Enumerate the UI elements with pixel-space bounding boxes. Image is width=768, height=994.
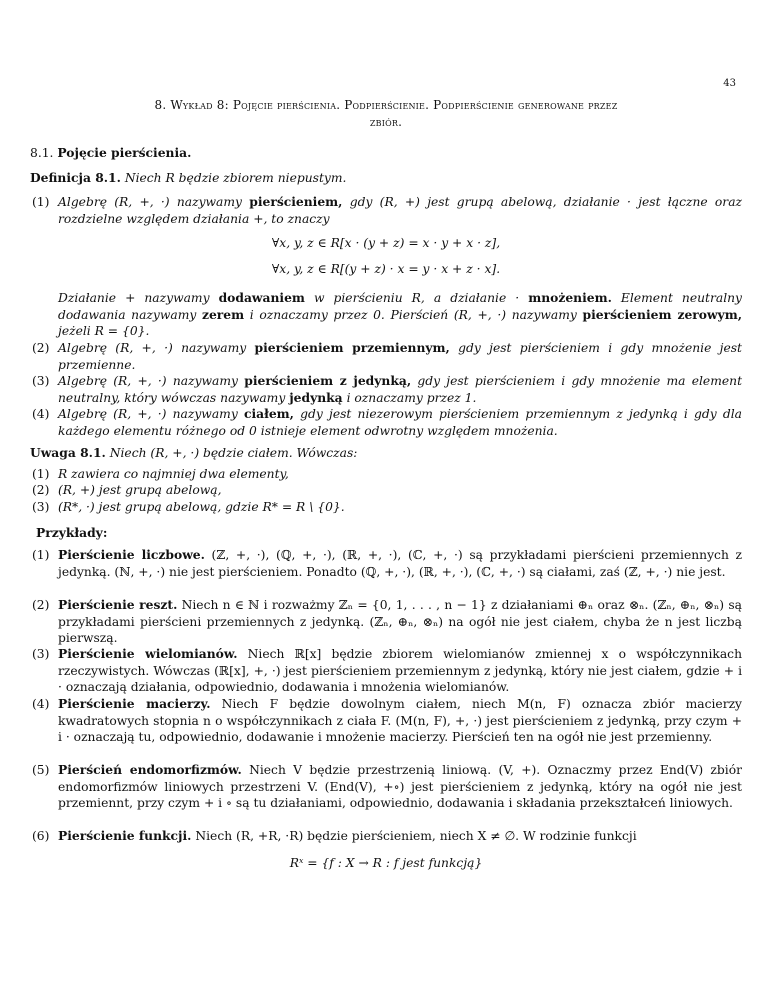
section-number: 8.1.: [30, 146, 54, 160]
remark-intro: Niech (R, +, ·) będzie ciałem. Wówczas:: [109, 446, 358, 460]
definition-label: Definicja 8.1.: [30, 170, 121, 185]
definition-heading: [30, 170, 346, 187]
equation-left-distributive: ∀x, y, z ∈ R[x · (y + z) = x · y + x · z],: [271, 236, 501, 250]
definition-intro: Niech R będzie zbiorem niepustym.: [124, 171, 347, 185]
equation-right-distributive: ∀x, y, z ∈ R[(y + z) · x = y · x + z · x].: [271, 262, 501, 276]
chapter-title-line2: zbiór.: [369, 115, 403, 129]
chapter-title-line1: 8. Wykład 8: Pojęcie pierścienia. Podpierścienie. Podpierścienie generowane przez: [154, 98, 618, 112]
page-number: 43: [723, 78, 736, 89]
remark-label: Uwaga 8.1.: [30, 445, 106, 460]
section-heading: [30, 145, 191, 162]
equation-function-set: Rˣ = {f : X → R : f jest funkcją}: [289, 856, 483, 870]
section-title: Pojęcie pierścienia.: [57, 145, 192, 160]
examples-heading: Przykłady:: [36, 525, 108, 540]
page: 43 8. Wykład 8: Pojęcie pierścienia. Podpierścienie. Podpierścienie generowane przez zbiór. 8.1. Pojęcie pierścienia. Definicja 8.1. Niech R będzie zbiorem niepustym. (1) Algebrę (R, +, ·) nazywamy pierścieniem, gdy (R, +) jest grupą abelową, działanie · jest łączne oraz rozdzielne względem działania +, to znaczy ∀x, y, z ∈ R[x · (y + z) = x · y + x · z], ∀x, y, z ∈ R[(y + z) · x = y · x + z · x]. Działanie + nazywamy dodawaniem w pierścieniu R, a działanie · mnożeniem. Element neutralny dodawania nazywamy zerem i oznaczamy przez 0. Pierścień (R, +, ·) nazywamy pierścieniem zerowym, jeżeli R = {0}. (2) Algebrę (R, +, ·) nazywamy pierścieniem przemiennym, gdy jest pierścieniem i gdy mnożenie jest przemienne. (3) Algebrę (R, +, ·) nazywamy pierścieniem z jedynką, gdy jest pierścieniem i gdy mnożenie ma element neutralny, który wówczas nazywamy jedynką i oznaczamy przez 1. (4) Algebrę (R, +, ·) nazywamy ciałem, gdy jest niezerowym pierścieniem przemiennym z jedynką i gdy dla każdego elementu różnego od 0 istnieje element odwrotny względem mnożenia. Uwaga 8.1. Niech (R, +, ·) będzie ciałem. Wówczas: (1) R zawiera co najmniej dwa elementy, (2) (R, +) jest grupą abelową, (3) (R*, ·) jest grupą abelową, gdzie R* = R \ {0}. Przykłady: (1) Pierścienie liczbowe. (ℤ, +, ·), (ℚ, +, ·), (ℝ, +, ·), (ℂ, +, ·) są przykładami pierścieni przemiennych z jedynką. (ℕ, +, ·) nie jest pierścieniem. Ponadto (ℚ, +, ·), (ℝ, +, ·), (ℂ, +, ·) są ciałami, zaś (ℤ, +, ·) nie jest. (2) Pierścienie reszt. Niech n ∈ ℕ i rozważmy ℤₙ = {0, 1, . . . , n − 1} z działaniami ⊕ₙ oraz ⊗ₙ. (ℤₙ, ⊕ₙ, ⊗ₙ) są przykładami pierścieni przemiennych z jedynką. (ℤₙ, ⊕ₙ, ⊗ₙ) na ogół nie jest ciałem, chyba że n jest liczbą pierwszą. (3) Pierścienie wielomianów. Niech ℝ[x] będzie zbiorem wielomianów zmiennej x o współczynnikach rzeczywistych. Wówczas (ℝ[x], +, ·) jest pierścieniem przemiennym z jedynką, który nie jest ciałem, gdzie + i · oznaczają działania, odpowiednio, dodawania i mnożenia wielomianów. (4) Pierścienie macierzy. Niech F będzie dowolnym ciałem, niech M(n, F) oznacza zbiór macierzy kwadratowych stopnia n o współczynnikach z ciała F. (M(n, F), +, ·) jest pierścieniem z jedynką, przy czym + i · oznaczają tu, odpowiednio, dodawanie i mnożenie macierzy. Pierścień ten na ogół nie jest przemienny. (5) Pierścień endomorfizmów. Niech V będzie przestrzenią liniową. (V, +). Oznaczmy przez End(V) zbiór endomorfizmów liniowych przestrzeni V. (End(V), +∘) jest pierścieniem z jedynką, który na ogół nie jest przemiennt, przy czym + i ∘ są tu działaniami, odpowiednio, dodawania i składania przekształceń liniowych. (6) Pierścienie funkcji. Niech (R, +R, ·R) będzie pierścieniem, niech X ≠ ∅. W rodzinie funkcji Rˣ = {f : X → R : f jest funkcją}: [30, 78, 743, 870]
remark-heading: [30, 445, 357, 462]
chapter-title: [30, 97, 742, 131]
